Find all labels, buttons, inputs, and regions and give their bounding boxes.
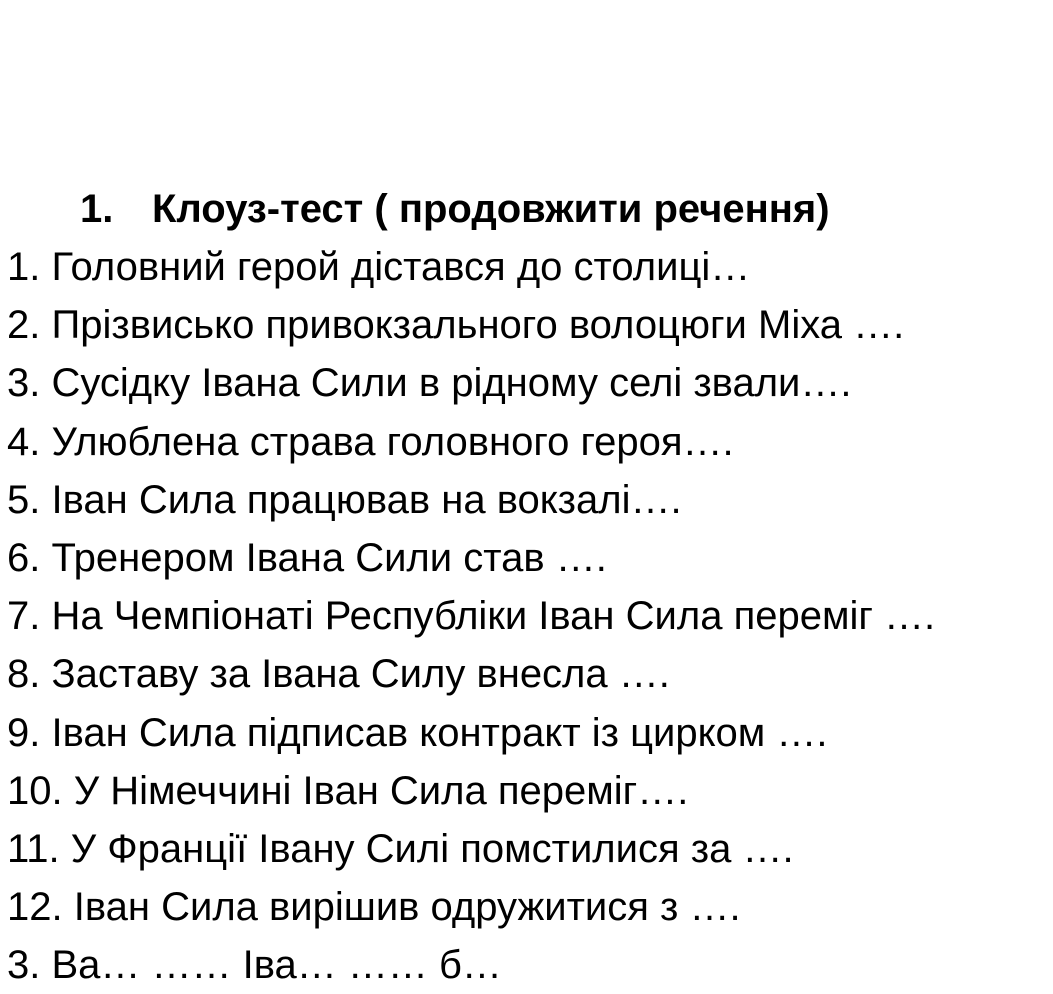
question-list (7, 238, 935, 936)
question-item: 7. На Чемпіонаті Республіки Іван Сила переміг …. (7, 594, 936, 639)
question-item: 1. Головний герой дістався до столиці… (7, 245, 751, 289)
cut-off-line: 3. Ва… …… Іва… …… б… (7, 943, 502, 987)
question-item: 5. Іван Сила працював на вокзалі…. (7, 477, 682, 522)
question-item: 11. У Франції Івану Силі помстилися за …. (7, 826, 794, 871)
question-item: 6. Тренером Івана Сили став …. (7, 535, 607, 580)
question-item: 9. Іван Сила підписав контракт із цирком …. (7, 710, 828, 755)
question-item: 2. Прізвисько привокзального волоцюги Міха …. (7, 303, 905, 348)
heading-number: 1. (80, 187, 114, 231)
section-heading (80, 184, 830, 234)
question-item: 3. Сусідку Івана Сили в рідному селі звали…. (7, 361, 852, 406)
question-item: 4. Улюблена страва головного героя…. (7, 419, 734, 464)
question-item: 8. Заставу за Івана Силу внесла …. (7, 652, 670, 697)
question-item: 12. Іван Сила вирішив одружитися з …. (7, 885, 741, 930)
heading-text: Клоуз-тест ( продовжити речення) (152, 187, 830, 231)
question-item: 10. У Німеччині Іван Сила переміг…. (7, 768, 689, 813)
